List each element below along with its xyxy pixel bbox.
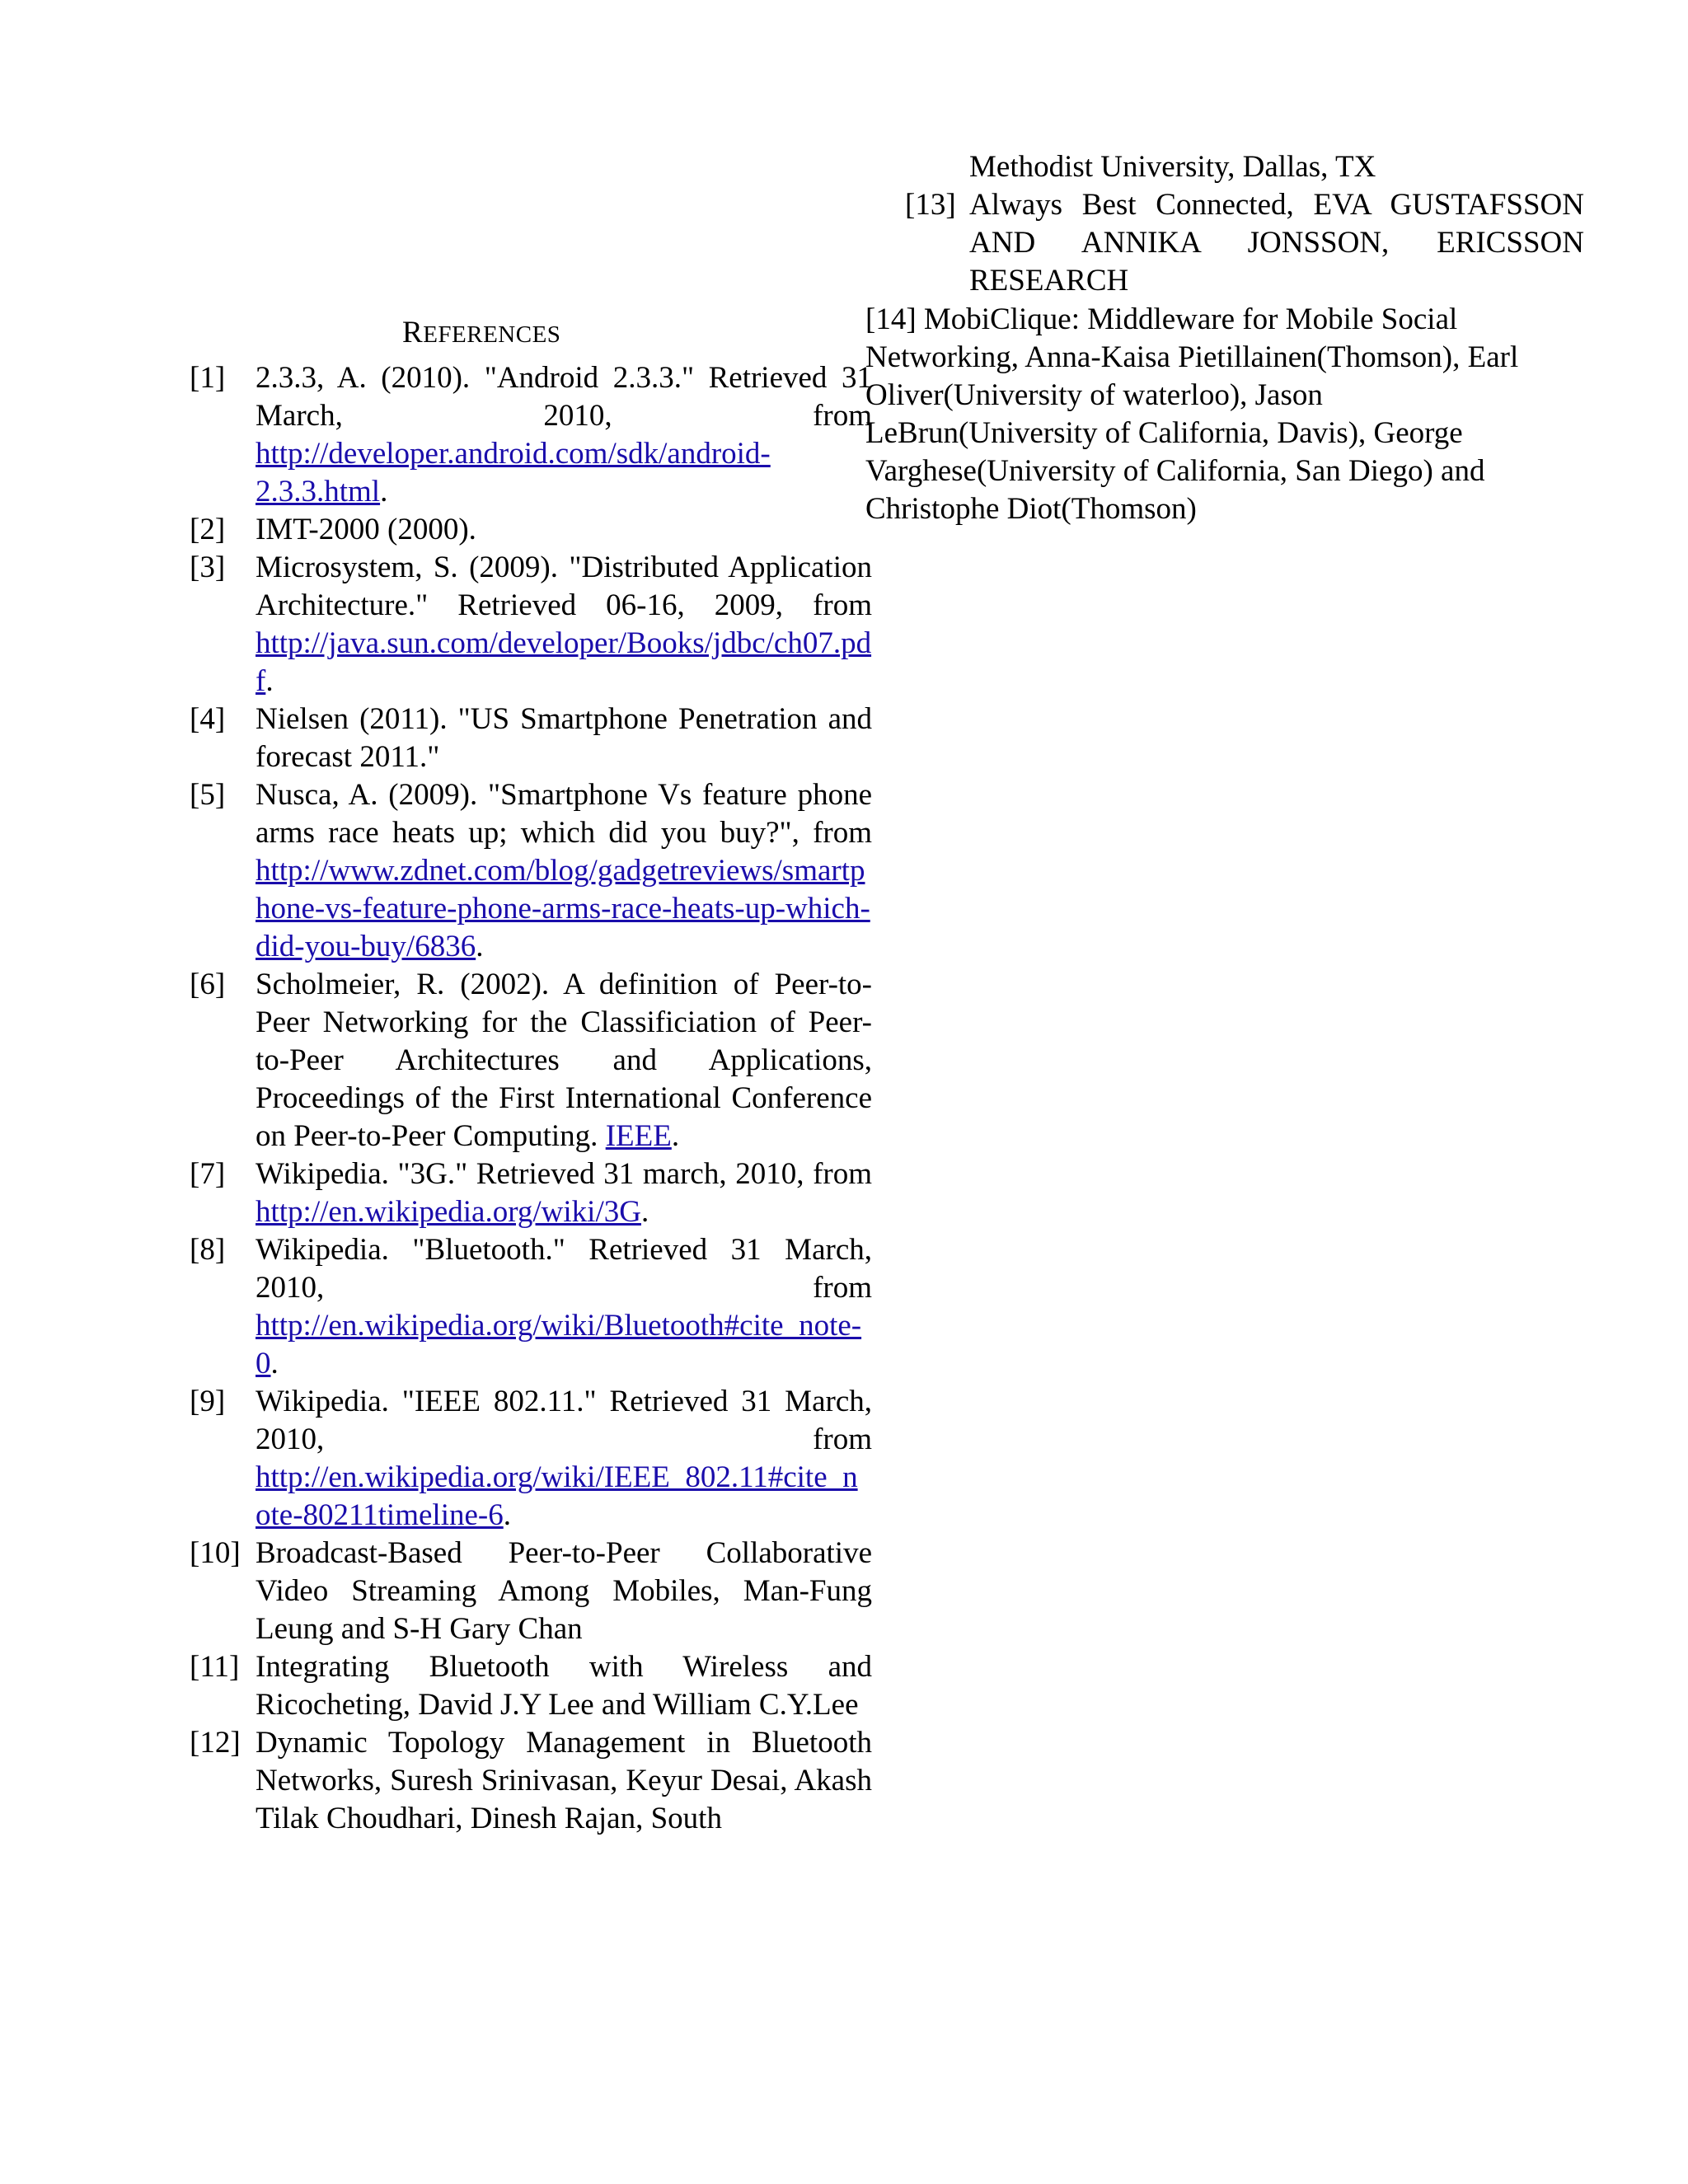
reference-citation: Integrating Bluetooth with Wireless and Ricocheting, David J.Y Lee and William C.Y.Lee [256, 1650, 872, 1722]
reference-period: . [476, 930, 484, 963]
reference-citation: IMT-2000 (2000). [256, 513, 476, 546]
reference-number: [9] [190, 1385, 226, 1418]
reference-5 [190, 776, 872, 966]
heading-initial: R [402, 316, 424, 349]
reference-text [256, 966, 872, 1155]
reference-citation: Wikipedia. "IEEE 802.11." Retrieved 31 March, 2010, from [256, 1385, 872, 1456]
reference-8 [190, 1231, 872, 1383]
reference-9 [190, 1383, 872, 1535]
reference-link[interactable]: http://www.zdnet.com/blog/gadgetreviews/smartphone-vs-feature-phone-arms-race-heats-up-which-did-you-buy/6836 [256, 854, 870, 963]
reference-citation: Broadcast-Based Peer-to-Peer Collaborative Video Streaming Among Mobiles, Man-Fung Leung and S-H Gary Chan [256, 1536, 872, 1646]
reference-3 [190, 549, 872, 701]
reference-10 [190, 1535, 872, 1648]
reference-link[interactable]: http://java.sun.com/developer/Books/jdbc/ch07.pdf [256, 626, 872, 698]
reference-4 [190, 701, 872, 776]
reference-number: [5] [190, 778, 226, 812]
reference-citation: Microsystem, S. (2009). "Distributed Application Architecture." Retrieved 06-16, 2009, from [256, 551, 872, 622]
reference-citation: Wikipedia. "Bluetooth." Retrieved 31 March, 2010, from [256, 1233, 872, 1305]
reference-text [256, 359, 872, 511]
reference-12-continuation: Methodist University, Dallas, TX [969, 150, 1376, 184]
reference-citation: Nusca, A. (2009). "Smartphone Vs feature phone arms race heats up; which did you buy?", from [256, 778, 872, 850]
reference-number: [2] [190, 513, 226, 546]
reference-12 [190, 1724, 872, 1838]
reference-number: [1] [190, 361, 226, 395]
reference-text [256, 1155, 872, 1231]
reference-number: [7] [190, 1157, 226, 1191]
reference-link[interactable]: http://en.wikipedia.org/wiki/IEEE_802.11#cite_note-80211timeline-6 [256, 1460, 858, 1532]
reference-text [256, 1724, 872, 1838]
heading-rest: EFERENCES [423, 321, 561, 348]
reference-citation: 2.3.3, A. (2010). "Android 2.3.3." Retrieved 31 March, 2010, from [256, 361, 872, 433]
reference-number: [3] [190, 551, 226, 584]
reference-period: . [640, 1195, 649, 1229]
reference-text [256, 1231, 872, 1383]
reference-number: [6] [190, 968, 226, 1001]
reference-text [256, 511, 872, 549]
reference-text [256, 1535, 872, 1648]
references-heading [402, 315, 560, 350]
reference-period: . [265, 664, 274, 698]
reference-period: . [671, 1119, 680, 1153]
reference-11 [190, 1648, 872, 1724]
reference-citation: Dynamic Topology Management in Bluetooth Networks, Suresh Srinivasan, Keyur Desai, Akash Tilak Choudhari, Dinesh Rajan, South [256, 1726, 872, 1835]
reference-number: [13] [905, 188, 956, 222]
reference-citation: Wikipedia. "3G." Retrieved 31 march, 2010, from [256, 1157, 872, 1191]
reference-number: [12] [190, 1726, 241, 1760]
reference-number: [11] [190, 1650, 240, 1684]
reference-2 [190, 511, 872, 549]
reference-number: [4] [190, 702, 226, 736]
reference-period: . [503, 1498, 511, 1532]
reference-text [256, 1383, 872, 1535]
reference-period: . [270, 1347, 279, 1380]
reference-list-left [190, 359, 872, 1838]
reference-link[interactable]: http://en.wikipedia.org/wiki/Bluetooth#cite_note-0 [256, 1309, 862, 1380]
reference-citation: Scholmeier, R. (2002). A definition of Peer-to-Peer Networking for the Classificiation of Peer-to-Peer Architectures and Applications, Proceedings of the First International Conference on Peer-to-Peer Computing. [256, 968, 872, 1153]
reference-14: [14] MobiClique: Middleware for Mobile Social Networking, Anna-Kaisa Pietillainen(Thomson), Earl Oliver(University of waterloo), Jason LeBrun(University of California, Davis), George Varghese(University of California, San Diego) and Christophe Diot(Thomson) [865, 302, 1519, 526]
reference-1 [190, 359, 872, 511]
reference-13 [905, 186, 1584, 300]
reference-text: Always Best Connected, EVA GUSTAFSSON AND ANNIKA JONSSON, ERICSSON RESEARCH [969, 188, 1584, 298]
reference-text [256, 1648, 872, 1724]
reference-citation: Nielsen (2011). "US Smartphone Penetration and forecast 2011." [256, 702, 872, 774]
reference-period: . [380, 475, 388, 509]
reference-list-right [905, 148, 1584, 300]
reference-text [256, 776, 872, 966]
reference-text [256, 701, 872, 776]
reference-text [256, 549, 872, 701]
reference-7 [190, 1155, 872, 1231]
reference-link[interactable]: http://en.wikipedia.org/wiki/3G [256, 1195, 641, 1229]
reference-link[interactable]: http://developer.android.com/sdk/android-2.3.3.html [256, 437, 771, 509]
reference-6 [190, 966, 872, 1155]
reference-number: [10] [190, 1536, 241, 1570]
reference-link[interactable]: IEEE [605, 1119, 672, 1153]
reference-number: [8] [190, 1233, 226, 1267]
